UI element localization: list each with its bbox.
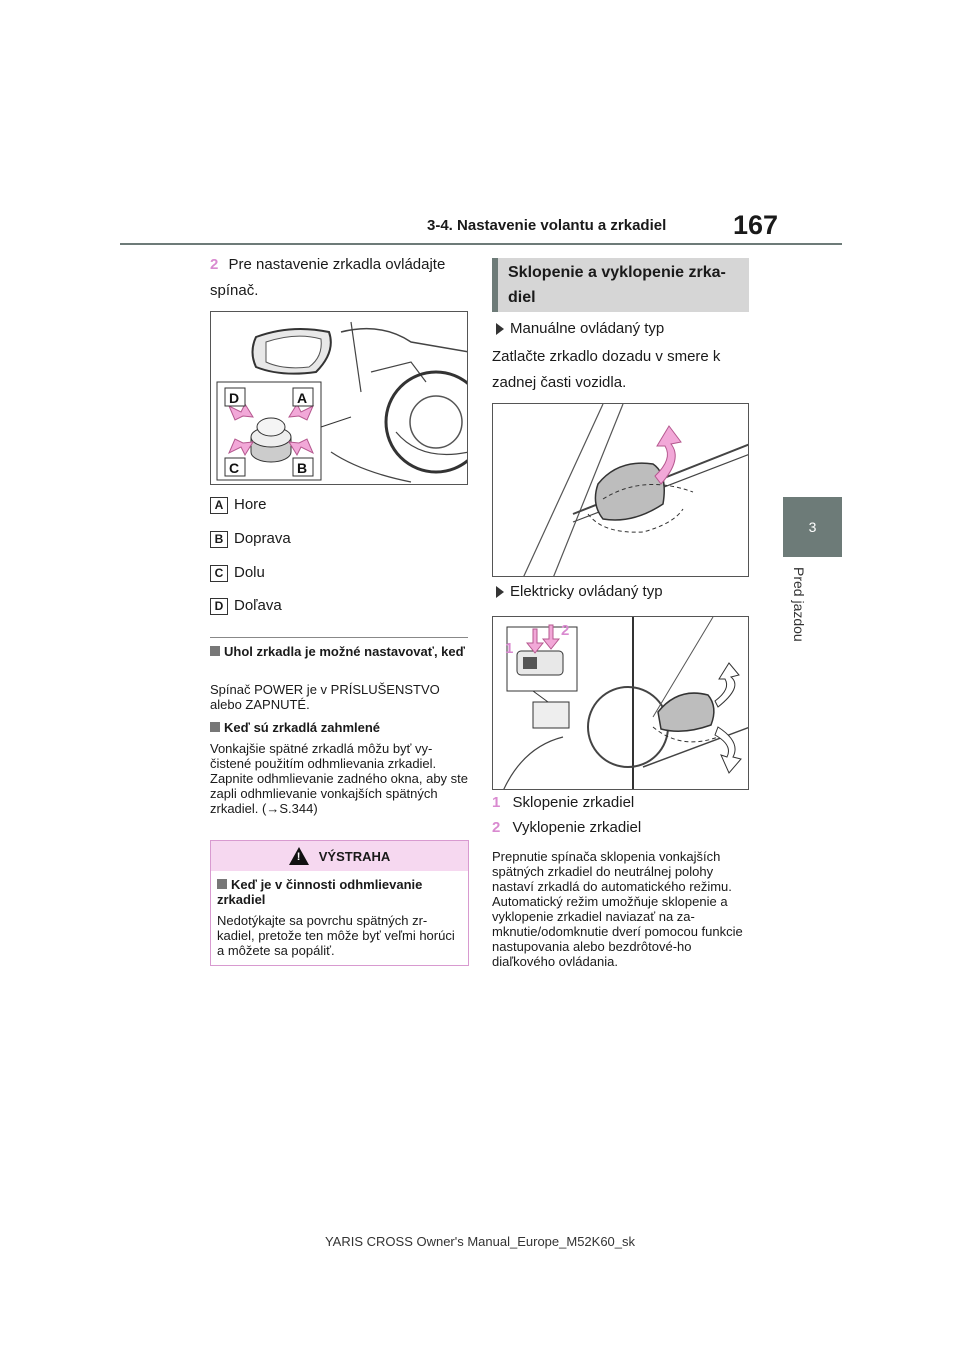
square-bullet-icon [210, 722, 220, 732]
section-divider [210, 637, 468, 638]
legend-item-b [210, 530, 291, 548]
legend-key: A [210, 497, 228, 514]
section-header: 3-4. Nastavenie volantu a zrkadiel [427, 217, 667, 234]
automatic-mode-paragraph: Prepnutie spínača sklopenia vonkajších spätných zrkadiel do neutrálnej polohy nastaví zrkadlá do automatického režimu. Automatický režim umožňuje sklopenie a vyklopenie zrkadiel naviazať na za-mknutie/odomknutie dverí pomocou funkcie nastupovania alebo bezdrôtové-ho diaľkového ovládania. [492, 849, 743, 969]
legend-key: D [210, 598, 228, 615]
footer-manual-id: YARIS CROSS Owner's Manual_Europe_M52K60_sk [324, 1234, 636, 1249]
fig-label-b: B [297, 460, 308, 476]
fig-label-d: D [229, 390, 240, 406]
fig-num-1: 1 [505, 640, 514, 657]
fig-label-a: A [297, 390, 308, 406]
note-heading-fog: Keď sú zrkadlá zahmlené [210, 720, 468, 735]
warning-title: ! VÝSTRAHA [211, 841, 468, 871]
triangle-bullet-icon [496, 323, 504, 335]
fig-num-2: 2 [561, 622, 570, 639]
mirror-switch-figure [210, 311, 468, 485]
legend-text: Doprava [234, 530, 291, 547]
warning-triangle-icon: ! [289, 847, 309, 865]
bullet-electric: Elektricky ovládaný typ [496, 583, 663, 600]
mirror-switch-illustration [211, 312, 468, 485]
legend-item-d [210, 597, 282, 615]
section-heading: Sklopenie a vyklopenie zrka-diel [492, 258, 749, 312]
item-text: Sklopenie zrkadiel [512, 794, 635, 811]
page-number: 167 [733, 210, 779, 240]
note-body-angle: Spínač POWER je v PRÍSLUŠENSTVO alebo ZAPNUTÉ. [210, 682, 440, 712]
square-bullet-icon [210, 646, 220, 656]
legend-item-c [210, 564, 265, 582]
item-2 [492, 815, 641, 841]
header-rule [120, 243, 842, 245]
step-text: Pre nastavenie zrkadla ovládajte spínač. [210, 256, 446, 299]
square-bullet-icon [217, 879, 227, 889]
triangle-bullet-icon [496, 586, 504, 598]
legend-item-a [210, 496, 267, 514]
item-1 [492, 790, 634, 816]
step-2 [210, 252, 470, 304]
note-body-fog: Vonkajšie spätné zrkadlá môžu byť vy-čistené použitím odhmlievania zrkadiel. Zapnite odhmlievanie zadného okna, aby ste zapli odhmlievanie vonkajších spätných zrkadiel. (→S.344) [210, 741, 469, 816]
electric-fold-illustration [493, 617, 749, 790]
chapter-label: Pred jazdou [791, 567, 807, 642]
legend-text: Hore [234, 496, 267, 513]
step-number: 2 [210, 256, 219, 273]
manual-fold-illustration [493, 404, 749, 577]
fig-label-c: C [229, 460, 240, 476]
chapter-tab[interactable]: 3 [783, 497, 842, 557]
bullet-manual: Manuálne ovládaný typ [496, 320, 664, 337]
manual-instruction: Zatlačte zrkadlo dozadu v smere k zadnej časti vozidla. [492, 348, 721, 391]
warning-body: Nedotýkajte sa povrchu spätných zr-kadiel, pretože ten môže byť veľmi horúci a môžete sa popáliť. [217, 913, 455, 958]
warning-box [210, 840, 469, 966]
manual-mirror-figure [492, 403, 749, 577]
item-text: Vyklopenie zrkadiel [512, 819, 642, 836]
warning-heading: Keď je v činnosti odhmlievanie zrkadiel [217, 877, 423, 907]
legend-text: Dolu [234, 564, 265, 581]
note-heading-angle: Uhol zrkadla je možné nastavovať, keď [210, 644, 468, 659]
legend-text: Doľava [234, 597, 282, 614]
legend-key: B [210, 531, 228, 548]
item-number: 1 [492, 794, 501, 811]
electric-mirror-figure [492, 616, 749, 790]
legend-key: C [210, 565, 228, 582]
item-number: 2 [492, 819, 501, 836]
